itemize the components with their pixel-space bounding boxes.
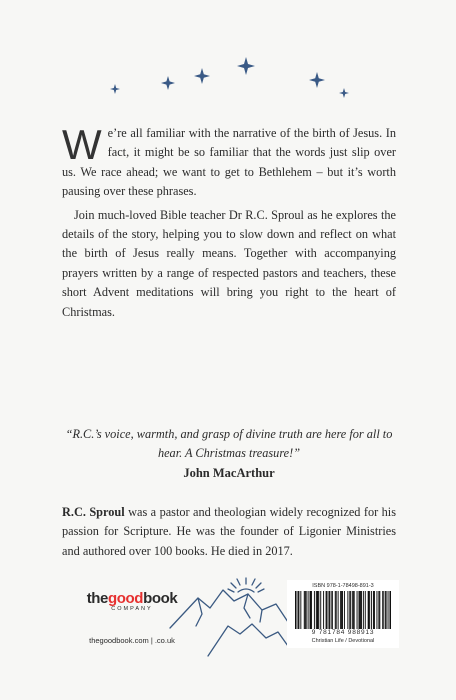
barcode-bar bbox=[379, 591, 380, 629]
barcode-bar bbox=[341, 591, 342, 629]
barcode-icon bbox=[295, 591, 391, 629]
barcode-bar bbox=[306, 591, 307, 629]
barcode-bar bbox=[314, 591, 315, 629]
intro-text: e’re all familiar with the narrative of the birth of Jesus. In fact, it might be so familiar that the words just slip over us. We race ahead; we want to get to Bethlehem – but it’s worth pausing over these phrases. bbox=[62, 126, 396, 199]
barcode-bar bbox=[327, 591, 328, 629]
barcode-bar bbox=[382, 591, 384, 629]
intro-paragraph bbox=[62, 121, 396, 202]
star-icon bbox=[237, 57, 255, 75]
barcode-bar bbox=[320, 591, 321, 629]
star-icon bbox=[339, 88, 349, 98]
barcode-bar bbox=[297, 591, 298, 629]
logo-the: the bbox=[86, 590, 108, 607]
barcode-bar bbox=[389, 591, 391, 629]
star-icon bbox=[161, 76, 175, 90]
barcode-bar bbox=[305, 591, 306, 629]
barcode-bar bbox=[368, 591, 370, 629]
barcode-bar bbox=[328, 591, 329, 629]
publisher-logo bbox=[62, 590, 202, 612]
barcode-bar bbox=[308, 591, 309, 629]
star-icon bbox=[309, 72, 325, 88]
mountain-sunrise-icon bbox=[168, 568, 298, 660]
blurb bbox=[62, 121, 396, 322]
logo-company: COMPANY bbox=[111, 606, 153, 612]
barcode-bar bbox=[295, 591, 297, 629]
drop-cap: W bbox=[62, 121, 102, 168]
barcode-bar bbox=[359, 591, 360, 629]
barcode-bar bbox=[358, 591, 359, 629]
barcode-bar bbox=[352, 591, 353, 629]
barcode-bar bbox=[373, 591, 374, 629]
barcode-bar bbox=[340, 591, 341, 629]
barcode-bar bbox=[317, 591, 319, 629]
barcode-bar bbox=[386, 591, 387, 629]
barcode-bar bbox=[371, 591, 372, 629]
endorsement-quote: “R.C.’s voice, warmth, and grasp of divine truth are here for all to hear. A Christmas treasure!” bbox=[65, 427, 393, 461]
barcode-bar bbox=[338, 591, 339, 629]
endorsement-author: John MacArthur bbox=[183, 466, 275, 480]
barcode-bar bbox=[298, 591, 299, 629]
barcode-bar bbox=[349, 591, 350, 629]
barcode-bar bbox=[385, 591, 386, 629]
bio-text: was a pastor and theologian widely recognized for his passion for Scripture. He was the founder of Ligonier Ministries and authored over 100 books. He died in 2017. bbox=[62, 505, 396, 558]
barcode-bar bbox=[378, 591, 379, 629]
barcode-bar bbox=[300, 591, 301, 629]
barcode-bar bbox=[388, 591, 389, 629]
author-name: R.C. Sproul bbox=[62, 505, 125, 519]
barcode-bar bbox=[369, 591, 370, 629]
second-paragraph: Join much-loved Bible teacher Dr R.C. Sproul as he explores the details of the story, helping you to slow down and reflect on what the birth of Jesus really means. Together with accompanying prayers written by a range of respected pastors and teachers, these short Advent meditations will bring you right to the heart of Christmas. bbox=[62, 207, 396, 319]
barcode-panel bbox=[287, 580, 399, 648]
barcode-bar bbox=[347, 591, 348, 629]
barcode-bar bbox=[318, 591, 319, 629]
barcode-bar bbox=[304, 591, 305, 629]
barcode-bar bbox=[353, 591, 355, 629]
barcode-bar bbox=[311, 591, 312, 629]
barcode-bar bbox=[323, 591, 324, 629]
barcode-bar bbox=[310, 591, 312, 629]
ean-digits: 9 781784 988913 bbox=[311, 629, 375, 636]
barcode-bar bbox=[336, 591, 337, 629]
barcode-bar bbox=[374, 591, 375, 629]
barcode-bar bbox=[335, 591, 336, 629]
book-category: Christian Life / Devotional bbox=[311, 638, 375, 644]
star-icon bbox=[194, 68, 210, 84]
barcode-bar bbox=[342, 591, 343, 629]
logo-good: good bbox=[108, 590, 144, 607]
author-bio bbox=[62, 503, 396, 561]
barcode-bar bbox=[316, 591, 317, 629]
barcode-bar bbox=[350, 591, 351, 629]
barcode-bar bbox=[363, 591, 364, 629]
barcode-bar bbox=[376, 591, 377, 629]
star-icon bbox=[110, 84, 120, 94]
stars-decoration bbox=[0, 0, 456, 110]
barcode-bar bbox=[329, 591, 330, 629]
logo-book: book bbox=[143, 590, 178, 607]
isbn-label: ISBN 978-1-78498-891-3 bbox=[312, 583, 374, 589]
barcode-bar bbox=[365, 591, 366, 629]
barcode-bar bbox=[357, 591, 358, 629]
barcode-bar bbox=[360, 591, 362, 629]
publisher-url: thegoodbook.com | .co.uk bbox=[89, 636, 175, 645]
barcode-bar bbox=[326, 591, 327, 629]
barcode-bar bbox=[344, 591, 345, 629]
barcode-bar bbox=[331, 591, 333, 629]
